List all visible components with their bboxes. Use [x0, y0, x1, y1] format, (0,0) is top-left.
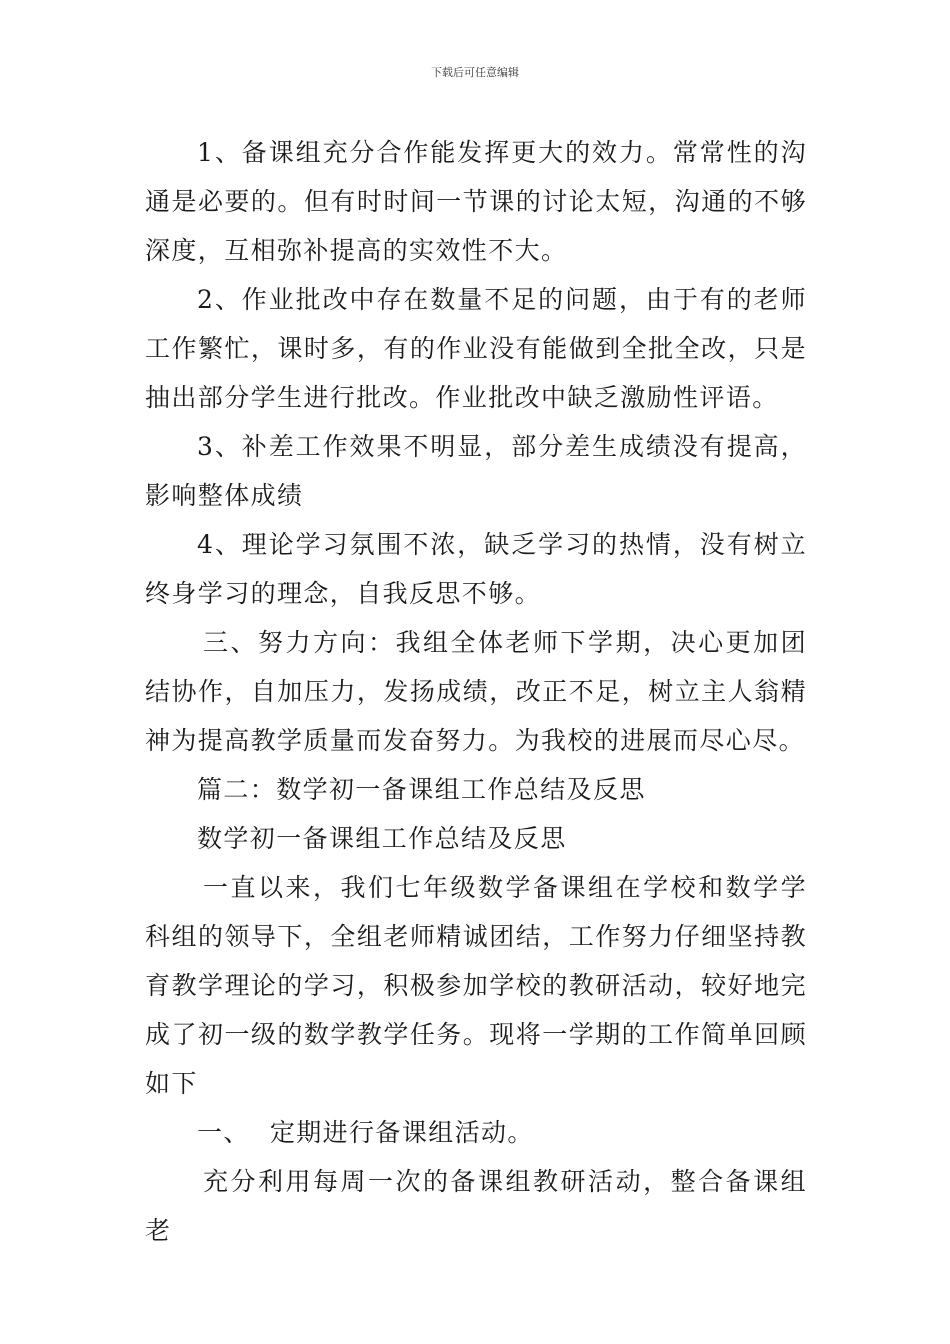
paragraph-activity: 充分利用每周一次的备课组教研活动，整合备课组老: [145, 1167, 807, 1245]
paragraph-issue-1: 1、备课组充分合作能发挥更大的效力。常常性的沟通是必要的。但有时时间一节课的讨论太短，沟通的不够深度，互相弥补提高的实效性不大。: [145, 138, 807, 265]
document-body: [145, 128, 807, 1255]
section-title: 定期进行备课组活动。: [269, 1118, 534, 1147]
page-header-note: 下载后可任意编辑: [431, 66, 519, 79]
document-subtitle: 数学初一备课组工作总结及反思: [197, 824, 567, 853]
paragraph-direction: 三、努力方向：我组全体老师下学期，决心更加团结协作，自加压力，发扬成绩，改正不足，树立主人翁精神为提高教学质量而发奋努力。为我校的进展而尽心尽。: [145, 628, 807, 755]
paragraph-issue-3: 3、补差工作效果不明显，部分差生成绩没有提高，影响整体成绩: [145, 432, 807, 510]
paragraph-issue-4: 4、理论学习氛围不浓，缺乏学习的热情，没有树立终身学习的理念，自我反思不够。: [145, 530, 807, 608]
paragraph-issue-2: 2、作业批改中存在数量不足的问题，由于有的老师工作繁忙，课时多，有的作业没有能做到全批全改，只是抽出部分学生进行批改。作业批改中缺乏激励性评语。: [145, 285, 807, 412]
section-heading-one: [145, 1108, 807, 1157]
section-heading-part-two: 篇二：数学初一备课组工作总结及反思: [197, 775, 646, 804]
paragraph-intro: 一直以来，我们七年级数学备课组在学校和数学学科组的领导下，全组老师精诚团结，工作努力仔细坚持教育教学理论的学习，积极参加学校的教研活动，较好地完成了初一级的数学教学任务。现将一学期的工作简单回顾如下: [145, 873, 807, 1098]
section-number: 一、: [197, 1118, 250, 1147]
